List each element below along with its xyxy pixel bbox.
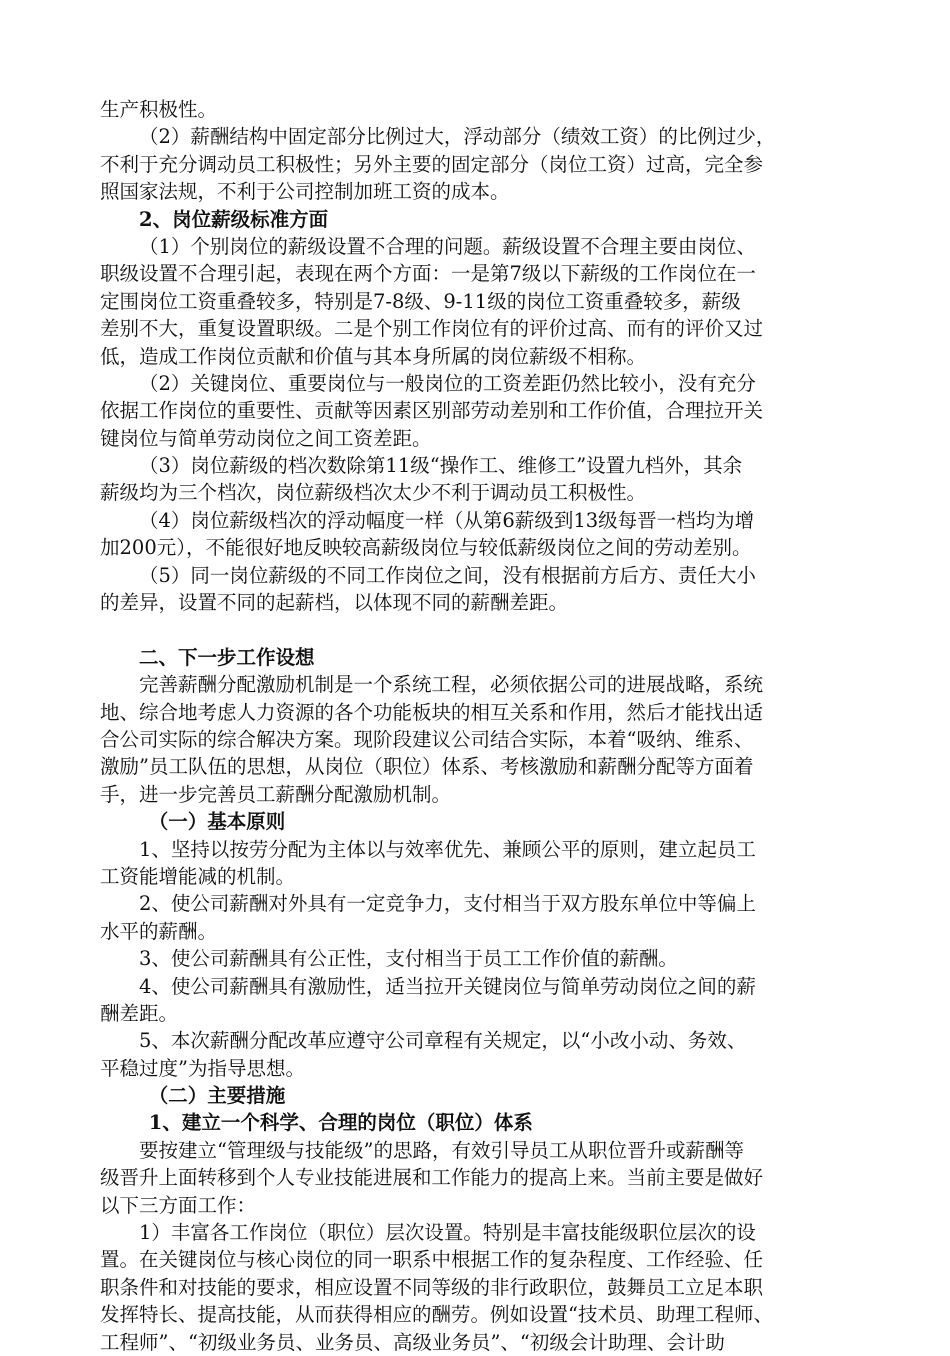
paragraph-line: 薪级均为三个档次，岗位薪级档次太少不利于调动员工积极性。 bbox=[100, 481, 647, 505]
paragraph-line: 不利于充分调动员工积极性；另外主要的固定部分（岗位工资）过高，完全参 bbox=[100, 152, 764, 176]
section-heading: 1、建立一个科学、合理的岗位（职位）体系 bbox=[148, 1111, 533, 1135]
paragraph-line: 以下三方面工作： bbox=[100, 1193, 257, 1217]
paragraph-line: （2）关键岗位、重要岗位与一般岗位的工资差距仍然比较小，没有充分 bbox=[139, 371, 756, 395]
paragraph-line: （4）岗位薪级档次的浮动幅度一样（从第6薪级到13级每晋一档均为增 bbox=[139, 508, 755, 532]
paragraph-line: （1）个别岗位的薪级设置不合理的问题。薪级设置不合理主要由岗位、 bbox=[139, 234, 756, 258]
paragraph-line: 发挥特长、提高技能，从而获得相应的酬劳。例如设置“技术员、助理工程师、 bbox=[100, 1303, 773, 1327]
paragraph-line: 工资能增能减的机制。 bbox=[100, 864, 296, 888]
paragraph-line bbox=[100, 616, 860, 643]
paragraph-line: 要按建立“管理级与技能级”的思路，有效引导员工从职位晋升或薪酬等 bbox=[139, 1138, 744, 1162]
paragraph-line: 生产积极性。 bbox=[100, 98, 218, 121]
paragraph-line: 完善薪酬分配激励机制是一个系统工程，必须依据公司的进展战略，系统 bbox=[139, 673, 764, 697]
paragraph-line: 4、使公司薪酬具有激励性，适当拉开关键岗位与简单劳动岗位之间的薪 bbox=[139, 974, 756, 998]
document-page bbox=[100, 96, 860, 1356]
section-heading: 二、下一步工作设想 bbox=[139, 645, 315, 669]
paragraph-line: 2、使公司薪酬对外具有一定竞争力，支付相当于双方股东单位中等偏上 bbox=[139, 892, 756, 916]
paragraph-line: 差别不大，重复设置职级。二是个别工作岗位有的评价过高、而有的评价又过 bbox=[100, 317, 764, 341]
paragraph-line: （3）岗位薪级的档次数除第11级“操作工、维修工”设置九档外，其余 bbox=[139, 454, 743, 478]
paragraph-line: 职条件和对技能的要求，相应设置不同等级的非行政职位，鼓舞员工立足本职 bbox=[100, 1275, 764, 1299]
paragraph-line: 手，进一步完善员工薪酬分配激励机制。 bbox=[100, 782, 452, 806]
paragraph-line: 低，造成工作岗位贡献和价值与其本身所属的岗位薪级不相称。 bbox=[100, 344, 647, 368]
section-heading: 2、岗位薪级标准方面 bbox=[139, 207, 329, 231]
paragraph-line: （5）同一岗位薪级的不同工作岗位之间，没有根据前方后方、责任大小 bbox=[139, 563, 756, 587]
paragraph-line: 3、使公司薪酬具有公正性，支付相当于员工工作价值的薪酬。 bbox=[139, 947, 678, 971]
paragraph-line: 地、综合地考虑人力资源的各个功能板块的相互关系和作用，然后才能找出适 bbox=[100, 700, 764, 724]
paragraph-line: 置。在关键岗位与核心岗位的同一职系中根据工作的复杂程度、工作经验、任 bbox=[100, 1248, 764, 1272]
paragraph-line: 1、坚持以按劳分配为主体以与效率优先、兼顾公平的原则，建立起员工 bbox=[139, 837, 756, 861]
paragraph-line: 水平的薪酬。 bbox=[100, 919, 218, 943]
paragraph-line: 5、本次薪酬分配改革应遵守公司章程有关规定，以“小改小动、务效、 bbox=[139, 1029, 747, 1053]
section-heading: （二）主要措施 bbox=[148, 1084, 286, 1108]
paragraph-line: 职级设置不合理引起，表现在两个方面：一是第7级以下薪级的工作岗位在一 bbox=[100, 262, 756, 286]
paragraph-line: （2）薪酬结构中固定部分比例过大，浮动部分（绩效工资）的比例过少， bbox=[139, 125, 776, 149]
paragraph-line: 依据工作岗位的重要性、贡献等因素区别部劳动差别和工作价值，合理拉开关 bbox=[100, 399, 764, 423]
paragraph-line: 的差异，设置不同的起薪档，以体现不同的薪酬差距。 bbox=[100, 591, 569, 615]
paragraph-line: 定围岗位工资重叠较多，特别是7-8级、9-11级的岗位工资重叠较多，薪级 bbox=[100, 289, 741, 313]
paragraph-line: 工程师”、“初级业务员、业务员、高级业务员”、“初级会计助理、会计助 bbox=[100, 1330, 725, 1354]
paragraph-line: 酬差距。 bbox=[100, 1001, 179, 1025]
paragraph-line: 1）丰富各工作岗位（职位）层次设置。特别是丰富技能级职位层次的设 bbox=[139, 1221, 756, 1245]
section-heading: （一）基本原则 bbox=[148, 810, 286, 834]
paragraph-line: 合公司实际的综合解决方案。现阶段建议公司结合实际，本着“吸纳、维系、 bbox=[100, 727, 754, 751]
paragraph-line: 级晋升上面转移到个人专业技能进展和工作能力的提高上来。当前主要是做好 bbox=[100, 1166, 764, 1190]
paragraph-line: 照国家法规，不利于公司控制加班工资的成本。 bbox=[100, 180, 510, 204]
paragraph-line: 激励”员工队伍的思想，从岗位（职位）体系、考核激励和薪酬分配等方面着 bbox=[100, 755, 754, 779]
paragraph-line: 键岗位与简单劳动岗位之间工资差距。 bbox=[100, 426, 432, 450]
paragraph-line: 加200元），不能很好地反映较高薪级岗位与较低薪级岗位之间的劳动差别。 bbox=[100, 536, 752, 560]
paragraph-line: 平稳过度”为指导思想。 bbox=[100, 1056, 305, 1080]
